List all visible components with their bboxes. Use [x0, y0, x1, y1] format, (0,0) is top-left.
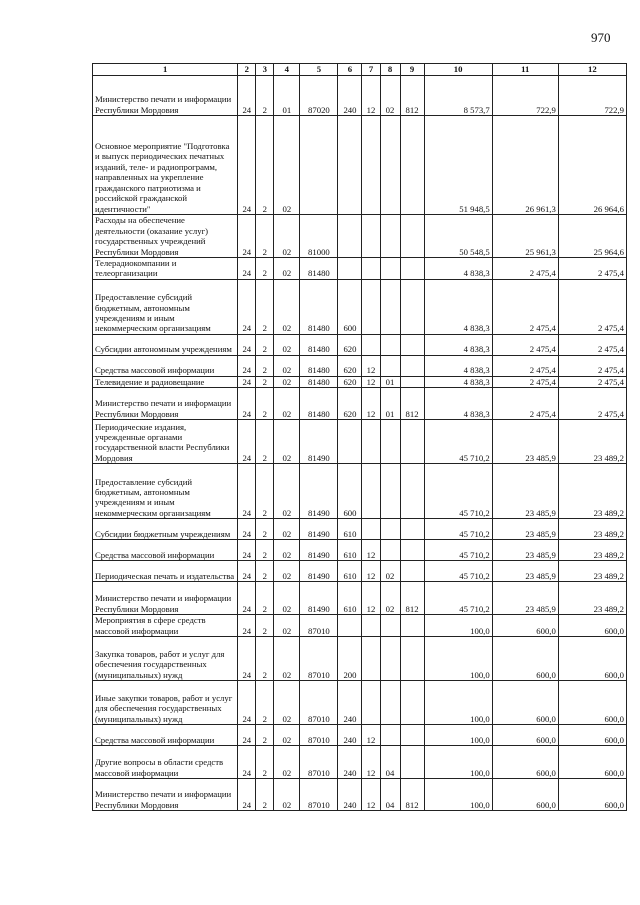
row-name: Предоставление субсидий бюджетным, автономным учреждениям и иным некоммерческим организациям: [93, 279, 238, 334]
row-amount-11: 23 485,9: [492, 519, 558, 540]
row-code-3: 2: [256, 388, 274, 420]
row-name: Периодические издания, учрежденные органами государственной власти Республики Мордовия: [93, 420, 238, 464]
row-code-2: 24: [238, 420, 256, 464]
table-row: [93, 519, 627, 540]
row-amount-10: 4 838,3: [424, 334, 492, 355]
row-code-7: [362, 279, 380, 334]
row-code-6: [338, 116, 362, 215]
row-amount-12: 600,0: [558, 681, 626, 725]
row-code-2: 24: [238, 116, 256, 215]
row-code-8: 01: [380, 388, 400, 420]
table-row: [93, 420, 627, 464]
row-code-5: 87010: [300, 746, 338, 779]
row-code-8: [380, 116, 400, 215]
row-amount-12: 2 475,4: [558, 355, 626, 376]
row-code-5: 81480: [300, 388, 338, 420]
table-row: [93, 279, 627, 334]
row-amount-10: 45 710,2: [424, 561, 492, 582]
row-code-7: [362, 334, 380, 355]
row-code-4: 02: [274, 725, 300, 746]
row-amount-10: 45 710,2: [424, 582, 492, 615]
row-amount-11: 23 485,9: [492, 540, 558, 561]
row-code-5: 81490: [300, 582, 338, 615]
row-code-9: [400, 746, 424, 779]
row-code-4: 02: [274, 355, 300, 376]
row-code-9: [400, 215, 424, 258]
row-code-9: [400, 420, 424, 464]
row-code-6: [338, 258, 362, 280]
row-code-7: 12: [362, 388, 380, 420]
row-code-3: 2: [256, 464, 274, 519]
row-code-5: 81490: [300, 420, 338, 464]
row-name: Периодическая печать и издательства: [93, 561, 238, 582]
row-amount-11: 2 475,4: [492, 355, 558, 376]
table-row: [93, 388, 627, 420]
row-code-4: 02: [274, 279, 300, 334]
row-code-3: 2: [256, 355, 274, 376]
row-code-4: 02: [274, 615, 300, 637]
row-code-4: 02: [274, 258, 300, 280]
row-code-6: 240: [338, 779, 362, 811]
row-amount-12: 600,0: [558, 615, 626, 637]
row-code-6: 620: [338, 334, 362, 355]
row-code-4: 01: [274, 76, 300, 116]
row-code-3: 2: [256, 279, 274, 334]
row-code-8: [380, 215, 400, 258]
row-amount-12: 722,9: [558, 76, 626, 116]
row-amount-10: 100,0: [424, 779, 492, 811]
row-code-4: 02: [274, 561, 300, 582]
column-header: 11: [492, 64, 558, 76]
row-code-9: [400, 258, 424, 280]
row-code-2: 24: [238, 582, 256, 615]
row-code-5: 81480: [300, 279, 338, 334]
row-code-3: 2: [256, 746, 274, 779]
row-amount-11: 23 485,9: [492, 582, 558, 615]
row-code-6: [338, 215, 362, 258]
row-code-4: 02: [274, 420, 300, 464]
row-name: Расходы на обеспечение деятельности (оказание услуг) государственных учреждений Республики Мордовия: [93, 215, 238, 258]
row-code-9: [400, 464, 424, 519]
row-code-3: 2: [256, 519, 274, 540]
row-code-6: [338, 615, 362, 637]
row-code-7: 12: [362, 540, 380, 561]
row-code-9: 812: [400, 388, 424, 420]
row-code-9: [400, 355, 424, 376]
row-amount-11: 25 961,3: [492, 215, 558, 258]
row-code-6: 620: [338, 388, 362, 420]
table-row: [93, 615, 627, 637]
row-code-8: [380, 279, 400, 334]
page-number: 970: [591, 30, 611, 45]
row-amount-10: 100,0: [424, 681, 492, 725]
row-code-7: [362, 637, 380, 681]
row-amount-10: 45 710,2: [424, 464, 492, 519]
row-code-6: 610: [338, 582, 362, 615]
row-name: Мероприятия в сфере средств массовой информации: [93, 615, 238, 637]
row-name: Иные закупки товаров, работ и услуг для обеспечения государственных (муниципальных) нужд: [93, 681, 238, 725]
row-amount-10: 4 838,3: [424, 376, 492, 387]
row-code-2: 24: [238, 519, 256, 540]
row-amount-10: 45 710,2: [424, 519, 492, 540]
row-code-8: [380, 355, 400, 376]
row-code-3: 2: [256, 116, 274, 215]
row-code-4: 02: [274, 540, 300, 561]
table-row: [93, 561, 627, 582]
row-amount-12: 23 489,2: [558, 519, 626, 540]
row-code-6: 600: [338, 464, 362, 519]
table-row: [93, 637, 627, 681]
row-name: Субсидии бюджетным учреждениям: [93, 519, 238, 540]
row-code-4: 02: [274, 388, 300, 420]
row-amount-12: 2 475,4: [558, 334, 626, 355]
row-code-8: [380, 258, 400, 280]
row-code-9: [400, 561, 424, 582]
row-code-4: 02: [274, 519, 300, 540]
row-code-2: 24: [238, 746, 256, 779]
table-row: [93, 376, 627, 387]
row-code-2: 24: [238, 464, 256, 519]
row-amount-10: 8 573,7: [424, 76, 492, 116]
row-code-5: 81490: [300, 540, 338, 561]
row-code-2: 24: [238, 279, 256, 334]
row-code-9: [400, 116, 424, 215]
table-body: [93, 76, 627, 811]
row-code-3: 2: [256, 334, 274, 355]
row-code-3: 2: [256, 681, 274, 725]
row-amount-12: 26 964,6: [558, 116, 626, 215]
row-code-5: 87010: [300, 637, 338, 681]
row-name: Средства массовой информации: [93, 725, 238, 746]
row-name: Закупка товаров, работ и услуг для обеспечения государственных (муниципальных) нужд: [93, 637, 238, 681]
row-code-9: [400, 376, 424, 387]
row-name: Телевидение и радиовещание: [93, 376, 238, 387]
row-amount-10: 50 548,5: [424, 215, 492, 258]
row-code-3: 2: [256, 779, 274, 811]
table-row: [93, 215, 627, 258]
row-code-5: 81480: [300, 334, 338, 355]
row-name: Телерадиокомпании и телеорганизации: [93, 258, 238, 280]
column-header: 4: [274, 64, 300, 76]
row-code-6: 240: [338, 681, 362, 725]
row-amount-10: 100,0: [424, 615, 492, 637]
row-code-3: 2: [256, 540, 274, 561]
row-amount-10: 4 838,3: [424, 258, 492, 280]
row-amount-11: 2 475,4: [492, 376, 558, 387]
row-code-3: 2: [256, 582, 274, 615]
row-code-5: 87010: [300, 779, 338, 811]
row-code-7: [362, 116, 380, 215]
row-code-7: 12: [362, 376, 380, 387]
row-code-8: [380, 464, 400, 519]
row-code-2: 24: [238, 779, 256, 811]
row-code-9: [400, 725, 424, 746]
row-amount-12: 600,0: [558, 779, 626, 811]
row-code-8: [380, 519, 400, 540]
row-code-3: 2: [256, 725, 274, 746]
row-code-7: 12: [362, 779, 380, 811]
row-code-8: [380, 637, 400, 681]
row-amount-11: 2 475,4: [492, 258, 558, 280]
table-row: [93, 540, 627, 561]
row-code-9: [400, 540, 424, 561]
row-name: Субсидии автономным учреждениям: [93, 334, 238, 355]
row-code-7: [362, 258, 380, 280]
row-code-8: 01: [380, 376, 400, 387]
row-code-7: 12: [362, 582, 380, 615]
table-row: [93, 76, 627, 116]
row-name: Министерство печати и информации Республики Мордовия: [93, 779, 238, 811]
row-code-8: [380, 681, 400, 725]
row-code-6: 600: [338, 279, 362, 334]
row-code-3: 2: [256, 561, 274, 582]
table-row: [93, 116, 627, 215]
row-amount-12: 2 475,4: [558, 376, 626, 387]
row-name: Основное мероприятие "Подготовка и выпуск периодических печатных изданий, теле- и радиопрограмм, направленных на укрепление гражданского патриотизма и российской гражданской идентичности": [93, 116, 238, 215]
row-amount-11: 23 485,9: [492, 561, 558, 582]
row-amount-12: 23 489,2: [558, 464, 626, 519]
row-code-6: [338, 420, 362, 464]
row-amount-10: 4 838,3: [424, 279, 492, 334]
row-amount-12: 23 489,2: [558, 561, 626, 582]
row-code-7: 12: [362, 725, 380, 746]
table-row: [93, 779, 627, 811]
row-code-9: 812: [400, 779, 424, 811]
row-name: Министерство печати и информации Республики Мордовия: [93, 582, 238, 615]
row-code-9: [400, 279, 424, 334]
row-code-2: 24: [238, 215, 256, 258]
row-code-3: 2: [256, 76, 274, 116]
row-code-3: 2: [256, 215, 274, 258]
row-amount-11: 600,0: [492, 637, 558, 681]
row-code-5: 87010: [300, 725, 338, 746]
row-code-9: 812: [400, 76, 424, 116]
row-code-5: 81480: [300, 376, 338, 387]
column-header: 3: [256, 64, 274, 76]
column-header: 9: [400, 64, 424, 76]
row-code-4: 02: [274, 681, 300, 725]
row-amount-12: 600,0: [558, 637, 626, 681]
row-amount-11: 23 485,9: [492, 420, 558, 464]
row-code-5: 81480: [300, 355, 338, 376]
row-code-4: 02: [274, 779, 300, 811]
row-code-4: 02: [274, 746, 300, 779]
row-code-4: 02: [274, 464, 300, 519]
row-code-6: 620: [338, 355, 362, 376]
row-name: Министерство печати и информации Республики Мордовия: [93, 388, 238, 420]
row-code-8: 02: [380, 561, 400, 582]
row-code-8: [380, 420, 400, 464]
row-amount-11: 600,0: [492, 681, 558, 725]
row-code-3: 2: [256, 615, 274, 637]
row-code-6: 610: [338, 519, 362, 540]
row-code-6: 240: [338, 76, 362, 116]
row-amount-12: 600,0: [558, 725, 626, 746]
row-code-6: 240: [338, 746, 362, 779]
row-code-6: 610: [338, 561, 362, 582]
row-code-2: 24: [238, 76, 256, 116]
row-code-8: [380, 725, 400, 746]
row-code-8: 02: [380, 582, 400, 615]
row-code-2: 24: [238, 561, 256, 582]
row-code-4: 02: [274, 334, 300, 355]
row-code-4: 02: [274, 637, 300, 681]
column-header: 5: [300, 64, 338, 76]
row-code-5: 81490: [300, 561, 338, 582]
column-header: 10: [424, 64, 492, 76]
row-amount-12: 2 475,4: [558, 279, 626, 334]
table-row: [93, 746, 627, 779]
row-code-3: 2: [256, 420, 274, 464]
row-code-9: 812: [400, 582, 424, 615]
table-row: [93, 334, 627, 355]
row-amount-10: 45 710,2: [424, 420, 492, 464]
row-code-2: 24: [238, 334, 256, 355]
row-code-4: 02: [274, 116, 300, 215]
row-code-7: 12: [362, 76, 380, 116]
row-code-4: 02: [274, 582, 300, 615]
column-header: 6: [338, 64, 362, 76]
row-code-7: [362, 420, 380, 464]
row-code-8: 04: [380, 779, 400, 811]
row-code-9: [400, 519, 424, 540]
row-code-2: 24: [238, 725, 256, 746]
table-row: [93, 464, 627, 519]
row-name: Средства массовой информации: [93, 355, 238, 376]
row-code-9: [400, 615, 424, 637]
row-amount-12: 23 489,2: [558, 420, 626, 464]
row-amount-11: 600,0: [492, 615, 558, 637]
row-code-7: 12: [362, 746, 380, 779]
row-amount-11: 600,0: [492, 746, 558, 779]
row-amount-11: 600,0: [492, 725, 558, 746]
row-code-7: [362, 519, 380, 540]
row-name: Предоставление субсидий бюджетным, автономным учреждениям и иным некоммерческим организациям: [93, 464, 238, 519]
row-code-7: [362, 615, 380, 637]
row-code-6: 240: [338, 725, 362, 746]
row-amount-11: 722,9: [492, 76, 558, 116]
row-code-2: 24: [238, 540, 256, 561]
row-name: Другие вопросы в области средств массовой информации: [93, 746, 238, 779]
row-amount-12: 23 489,2: [558, 582, 626, 615]
row-code-7: 12: [362, 561, 380, 582]
row-code-8: 04: [380, 746, 400, 779]
table-row: [93, 725, 627, 746]
column-header: 8: [380, 64, 400, 76]
row-amount-12: 2 475,4: [558, 388, 626, 420]
row-code-5: 87010: [300, 615, 338, 637]
row-code-5: 81490: [300, 464, 338, 519]
column-header: 2: [238, 64, 256, 76]
row-code-5: [300, 116, 338, 215]
row-code-4: 02: [274, 376, 300, 387]
row-code-3: 2: [256, 637, 274, 681]
table-header-row: [93, 64, 627, 76]
row-code-8: [380, 334, 400, 355]
row-code-4: 02: [274, 215, 300, 258]
row-amount-11: 26 961,3: [492, 116, 558, 215]
row-code-2: 24: [238, 637, 256, 681]
row-name: Министерство печати и информации Республики Мордовия: [93, 76, 238, 116]
row-code-5: 81480: [300, 258, 338, 280]
row-amount-10: 4 838,3: [424, 355, 492, 376]
table-row: [93, 258, 627, 280]
row-amount-12: 600,0: [558, 746, 626, 779]
row-amount-10: 100,0: [424, 725, 492, 746]
row-amount-11: 23 485,9: [492, 464, 558, 519]
row-amount-12: 2 475,4: [558, 258, 626, 280]
row-code-7: [362, 464, 380, 519]
row-code-5: 81000: [300, 215, 338, 258]
column-header: 7: [362, 64, 380, 76]
row-code-6: 200: [338, 637, 362, 681]
row-code-7: [362, 681, 380, 725]
row-code-9: [400, 334, 424, 355]
row-amount-10: 51 948,5: [424, 116, 492, 215]
row-code-5: 87020: [300, 76, 338, 116]
row-code-9: [400, 681, 424, 725]
row-amount-12: 23 489,2: [558, 540, 626, 561]
column-header: 12: [558, 64, 626, 76]
row-amount-12: 25 964,6: [558, 215, 626, 258]
row-code-9: [400, 637, 424, 681]
column-header: 1: [93, 64, 238, 76]
row-amount-10: 100,0: [424, 746, 492, 779]
table-row: [93, 681, 627, 725]
row-code-2: 24: [238, 258, 256, 280]
row-code-5: 81490: [300, 519, 338, 540]
row-amount-10: 45 710,2: [424, 540, 492, 561]
row-code-6: 610: [338, 540, 362, 561]
row-code-5: 87010: [300, 681, 338, 725]
row-code-2: 24: [238, 355, 256, 376]
row-code-8: [380, 540, 400, 561]
row-code-2: 24: [238, 376, 256, 387]
budget-table: [92, 63, 627, 811]
row-amount-10: 4 838,3: [424, 388, 492, 420]
row-amount-11: 2 475,4: [492, 388, 558, 420]
row-code-6: 620: [338, 376, 362, 387]
table-row: [93, 355, 627, 376]
row-code-2: 24: [238, 388, 256, 420]
row-code-8: [380, 615, 400, 637]
row-code-2: 24: [238, 615, 256, 637]
row-amount-11: 2 475,4: [492, 334, 558, 355]
row-code-7: [362, 215, 380, 258]
table-row: [93, 582, 627, 615]
row-amount-10: 100,0: [424, 637, 492, 681]
row-amount-11: 600,0: [492, 779, 558, 811]
row-code-7: 12: [362, 355, 380, 376]
row-code-3: 2: [256, 258, 274, 280]
row-name: Средства массовой информации: [93, 540, 238, 561]
row-code-8: 02: [380, 76, 400, 116]
row-code-3: 2: [256, 376, 274, 387]
row-amount-11: 2 475,4: [492, 279, 558, 334]
row-code-2: 24: [238, 681, 256, 725]
